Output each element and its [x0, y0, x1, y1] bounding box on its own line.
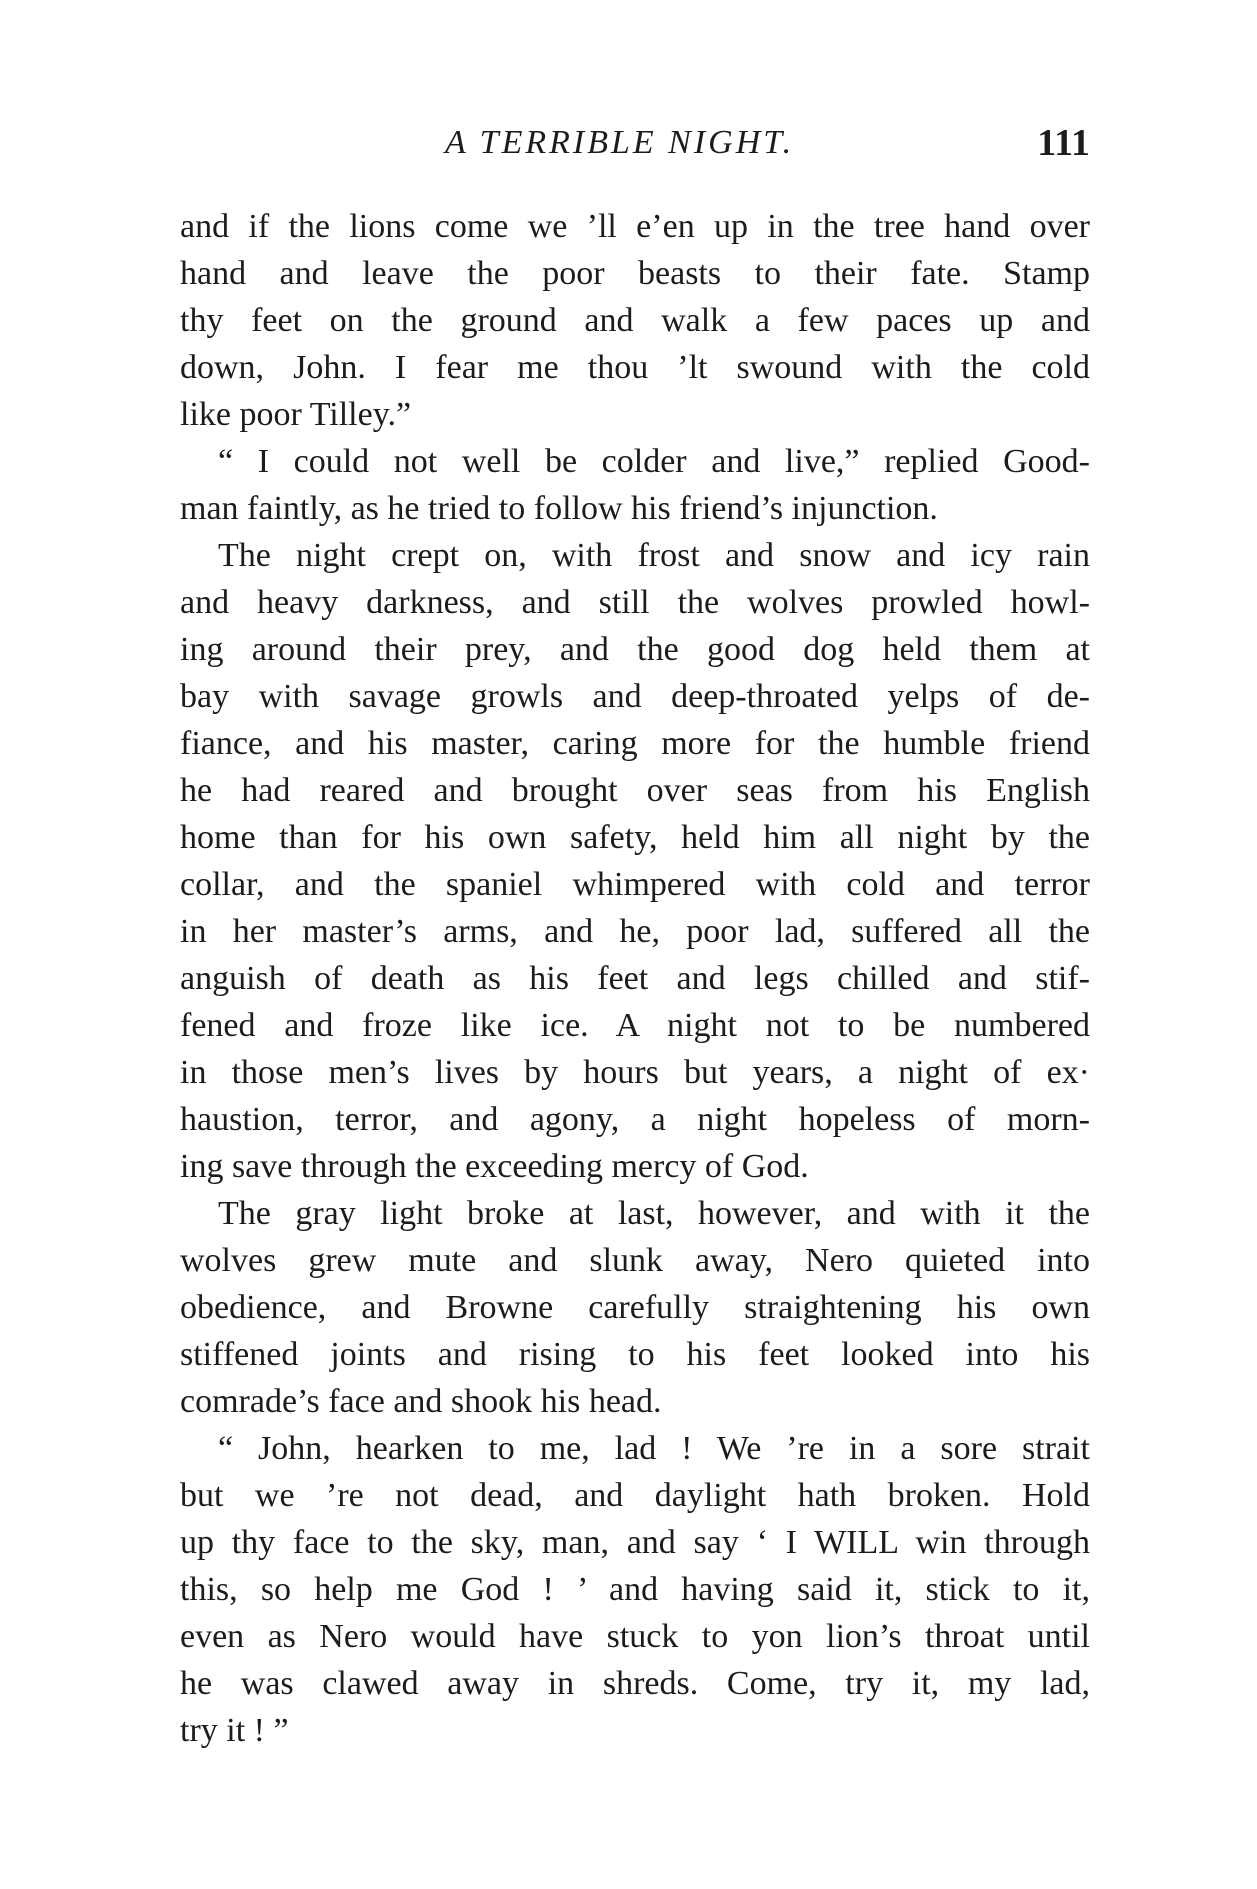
text-line: stiffened joints and rising to his feet looked into his: [180, 1336, 1090, 1373]
text-line: he was clawed away in shreds. Come, try it, my lad,: [180, 1665, 1090, 1702]
page-number: 111: [1037, 122, 1090, 164]
text-line: and heavy darkness, and still the wolves prowled howl-: [180, 584, 1090, 621]
text-line: obedience, and Browne carefully straightening his own: [180, 1289, 1090, 1326]
text-line: he had reared and brought over seas from his English: [180, 772, 1090, 809]
text-line: anguish of death as his feet and legs chilled and stif-: [180, 960, 1090, 997]
text-line: ing save through the exceeding mercy of God.: [180, 1148, 809, 1185]
text-line: try it ! ”: [180, 1712, 289, 1749]
text-line: ing around their prey, and the good dog held them at: [180, 631, 1090, 668]
text-line: in those men’s lives by hours but years, a night of ex·: [180, 1054, 1090, 1091]
text-line: in her master’s arms, and he, poor lad, suffered all the: [180, 913, 1090, 950]
text-line: “ I could not well be colder and live,” replied Good-: [218, 443, 1090, 480]
body-text: [180, 203, 1090, 1754]
text-line: collar, and the spaniel whimpered with cold and terror: [180, 866, 1090, 903]
text-line: hand and leave the poor beasts to their fate. Stamp: [180, 255, 1090, 292]
running-head: [180, 118, 1090, 168]
text-line: wolves grew mute and slunk away, Nero quieted into: [180, 1242, 1090, 1279]
text-line: down, John. I fear me thou ’lt swound with the cold: [180, 349, 1090, 386]
text-line: this, so help me God ! ’ and having said it, stick to it,: [180, 1571, 1090, 1608]
text-line: and if the lions come we ’ll e’en up in the tree hand over: [180, 208, 1090, 245]
running-title: A TERRIBLE NIGHT.: [445, 124, 795, 161]
text-line: The gray light broke at last, however, and with it the: [218, 1195, 1090, 1232]
text-line: haustion, terror, and agony, a night hopeless of morn-: [180, 1101, 1090, 1138]
text-line: bay with savage growls and deep-throated yelps of de-: [180, 678, 1090, 715]
text-line: thy feet on the ground and walk a few paces up and: [180, 302, 1090, 339]
text-line: but we ’re not dead, and daylight hath broken. Hold: [180, 1477, 1090, 1514]
text-line: “ John, hearken to me, lad ! We ’re in a sore strait: [218, 1430, 1090, 1467]
text-line: fiance, and his master, caring more for the humble friend: [180, 725, 1090, 762]
text-line: fened and froze like ice. A night not to be numbered: [180, 1007, 1090, 1044]
text-line: home than for his own safety, held him all night by the: [180, 819, 1090, 856]
text-line: The night crept on, with frost and snow and icy rain: [218, 537, 1090, 574]
text-line: like poor Tilley.”: [180, 396, 412, 433]
text-line: even as Nero would have stuck to yon lion’s throat until: [180, 1618, 1090, 1655]
text-line: man faintly, as he tried to follow his friend’s injunction.: [180, 490, 938, 527]
text-line: comrade’s face and shook his head.: [180, 1383, 662, 1420]
text-line: up thy face to the sky, man, and say ‘ I WILL win through: [180, 1524, 1090, 1561]
